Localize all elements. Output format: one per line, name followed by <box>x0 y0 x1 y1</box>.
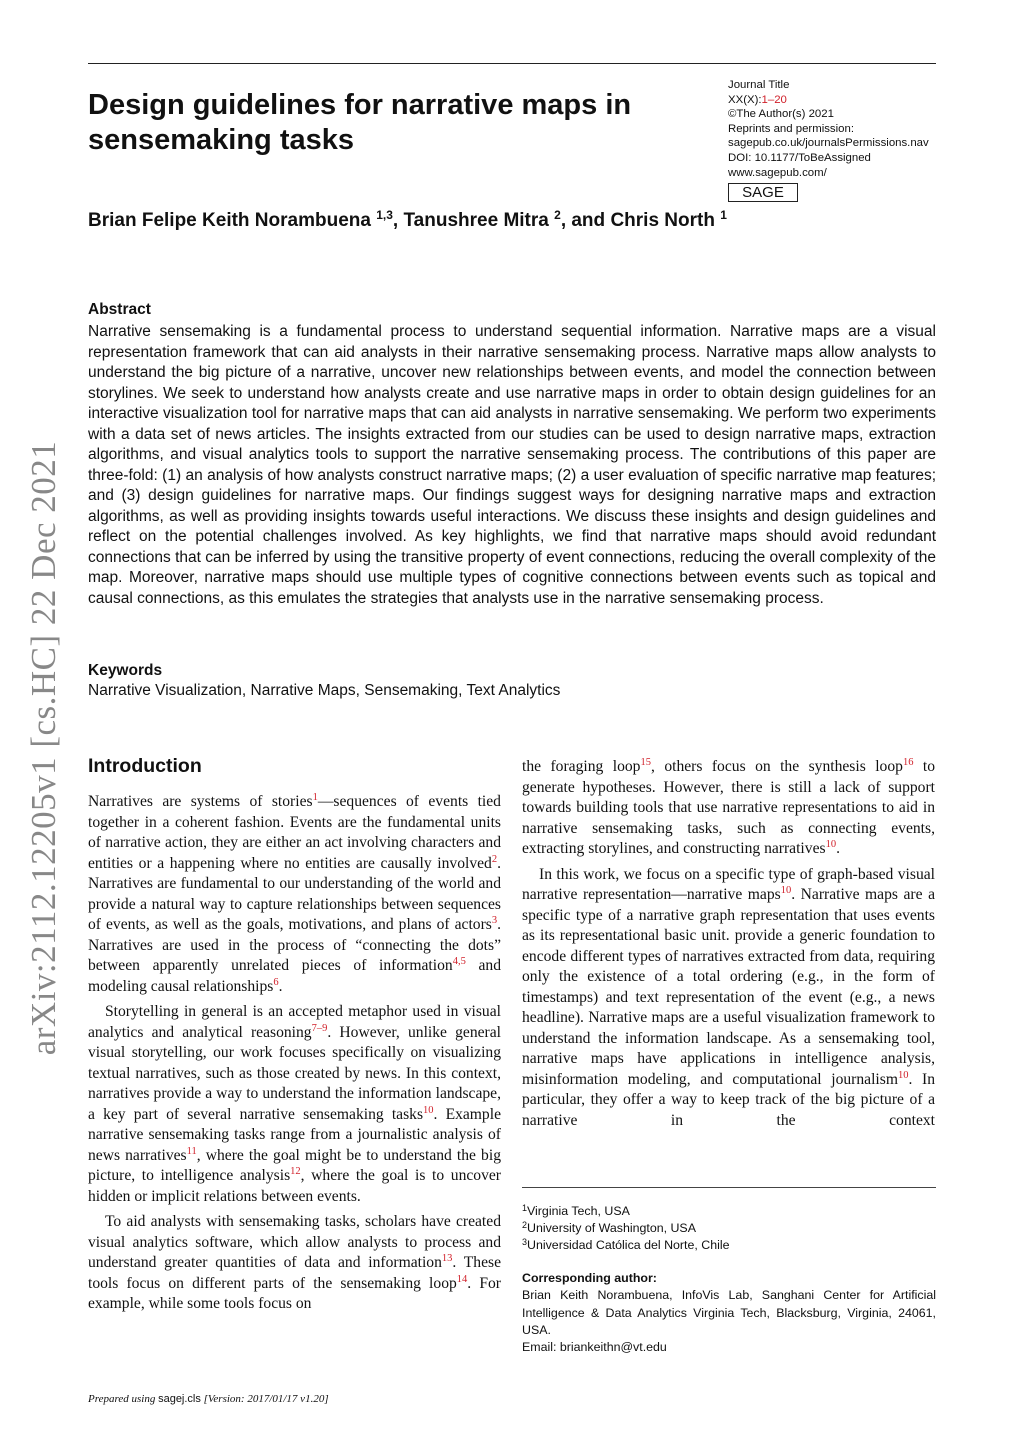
author <box>88 210 403 231</box>
introduction-heading: Introduction <box>88 755 202 777</box>
citation-link[interactable]: 11 <box>186 1145 197 1157</box>
corresponding-author <box>522 1270 936 1356</box>
right-column <box>522 757 935 1131</box>
affiliation <box>522 1203 936 1220</box>
citation-link[interactable]: 4,5 <box>452 956 466 967</box>
text-run: . Narratives are used in the process of “connecting the dots” between apparently unrelated pieces of information <box>88 916 501 974</box>
text-run: Storytelling in general is an accepted metaphor used in visual analytics and analytical reasoning <box>88 1003 501 1041</box>
doi: DOI: 10.1177/ToBeAssigned <box>728 151 871 164</box>
text-run: and modeling causal relationships <box>88 957 501 995</box>
text-run: . For example, while some tools focus on <box>88 1274 501 1312</box>
affiliation <box>522 1237 936 1254</box>
citation-link[interactable]: 10 <box>825 839 837 850</box>
separator: , <box>392 210 404 231</box>
top-rule <box>88 63 936 64</box>
website: www.sagepub.com/ <box>728 166 827 179</box>
affiliation-text: University of Washington, USA <box>527 1221 696 1235</box>
text-run: . <box>836 840 840 857</box>
footer-version: [Version: 2017/01/17 v1.20] <box>200 1393 329 1405</box>
author-name: Brian Felipe Keith Norambuena <box>88 210 377 231</box>
footer <box>88 1393 329 1405</box>
email[interactable]: Email: briankeithn@vt.edu <box>522 1340 667 1355</box>
text-run: , where the goal might be to understand the big picture, to intelligence analysis <box>88 1146 501 1184</box>
affiliation-number: 3 <box>522 1237 528 1247</box>
citation-link[interactable]: 12 <box>290 1166 301 1177</box>
text-run: . These tools focus on different parts of the sensemaking loop <box>88 1254 502 1292</box>
reprints: Reprints and permission: <box>728 122 854 135</box>
citation-link[interactable]: 1 <box>312 792 318 803</box>
abstract-heading: Abstract <box>88 301 151 318</box>
journal-info <box>728 78 929 202</box>
citation-link[interactable]: 3 <box>491 915 498 926</box>
copyright: ©The Author(s) 2021 <box>728 108 834 121</box>
separator: , and <box>560 210 611 231</box>
author-name: Tanushree Mitra <box>403 210 555 231</box>
citation-link[interactable]: 13 <box>441 1253 453 1264</box>
sage-logo: SAGE <box>728 183 798 202</box>
text-run: . In particular, they offer a way to keep track of the big picture of a narrative in the context <box>522 1070 936 1129</box>
text-run: —sequences of events tied together in a coherent fashion. Events are the fundamental units of narrative action, they are either an act involving characters and entities or a happening where no entities are causally involved <box>88 793 501 872</box>
text-run: . Example narrative sensemaking tasks range from a journalistic analysis of news narratives <box>88 1105 501 1164</box>
journal-name: Journal Title <box>728 79 790 91</box>
text-run: . Narrative maps are a specific type of a narrative graph representation that uses events as its representational basic unit. provide a generic foundation to encode different types of narratives extracted from data, requiring only the existence of a total ordering (e.g., in the form of timestamps) and text representation of the event (e.g., a news headline). Narrative maps are a useful visualization framework to understand the information landscape. As a sensemaking tool, narrative maps have applications in intelligence analysis, misinformation modeling, and computational journalism <box>522 886 935 1088</box>
paragraph <box>88 1212 501 1315</box>
paragraph <box>88 1002 501 1207</box>
left-column <box>88 792 501 1315</box>
citation-link[interactable]: 10 <box>780 885 792 896</box>
volume-prefix: XX(X): <box>728 93 762 106</box>
corresponding-text: Brian Keith Norambuena, InfoVis Lab, Sanghani Center for Artificial Intelligence & Data Analytics Virginia Tech, Blacksburg, Virginia, 24061, USA. <box>522 1288 936 1337</box>
citation-link[interactable]: 7–9 <box>311 1022 328 1034</box>
keywords-text: Narrative Visualization, Narrative Maps, Sensemaking, Text Analytics <box>88 682 561 699</box>
text-run: , others focus on the synthesis loop <box>650 758 903 775</box>
text-run: . However, unlike general visual storytelling, our work focuses specifically on visualizing textual narratives, such as those created by news. In this context, narratives provide a way to understand the information landscape, a key part of several narrative sensemaking tasks <box>88 1023 501 1123</box>
paragraph <box>522 757 935 860</box>
footer-prefix: Prepared using <box>88 1393 159 1405</box>
corresponding-heading: Corresponding author: <box>522 1271 657 1285</box>
text-run: In this work, we focus on a specific type of graph-based visual narrative representation—narrative maps <box>522 865 935 903</box>
citation-link[interactable]: 10 <box>423 1104 434 1116</box>
author-list <box>88 210 727 232</box>
text-run: the foraging loop <box>522 758 641 775</box>
paragraph <box>522 865 935 1132</box>
abstract-text: Narrative sensemaking is a fundamental process to understand sequential information. Narrative maps are a visual representation framework that can aid analysts in their narrative sensemaking process. Narrative maps allow analysts to understand the big picture of a narrative, uncover new relationships between events, and model the connection between storylines. We seek to understand how analysts create and use narrative maps in order to obtain design guidelines for an interactive visualization tool for narrative maps that can aid analysts in narrative sensemaking. We perform two experiments with a data set of news articles. The insights extracted from our studies can be used to design narrative maps, extraction algorithms, and visual analytics tools to support the narrative sensemaking process. The contributions of this paper are three-fold: (1) an analysis of how analysts construct narrative maps; (2) a user evaluation of specific narrative map features; and (3) design guidelines for narrative maps. Our findings suggest ways for designing narrative maps and extraction algorithms, as well as providing insights towards useful interactions. We discuss these insights and design guidelines and reflect on the potential challenges involved. As key highlights, we find that narrative maps should avoid redundant connections that can be inferred by using the transitive property of event connections, reducing the overall complexity of the map. Moreover, narrative maps should use multiple types of cognitive connections between events such as topical and causal connections, as this emulates the strategies that analysts use in the narrative sensemaking process. <box>88 323 936 607</box>
page-range-link[interactable]: 1–20 <box>761 93 787 106</box>
author-affiliation: 1 <box>720 208 727 222</box>
citation-link[interactable]: 6 <box>273 976 279 988</box>
text-run: to generate hypotheses. However, there is still a lack of support towards building tools that use narrative representations to aid in narrative sensemaking tasks, such as connecting events, extracting storylines, and constructing narratives <box>522 758 936 857</box>
keywords-heading: Keywords <box>88 662 163 679</box>
author-affiliation: 2 <box>554 208 561 222</box>
citation-link[interactable]: 10 <box>897 1069 909 1081</box>
text-run: , where the goal is to uncover hidden or implicit relations between events. <box>88 1167 501 1205</box>
text-run: Narratives are systems of stories <box>88 793 313 810</box>
affiliation <box>522 1220 936 1237</box>
affiliations <box>522 1203 936 1254</box>
arxiv-stamp: arXiv:2112.12205v1 [cs.HC] 22 Dec 2021 <box>24 440 63 1056</box>
text-run: . Narratives are fundamental to our understanding of the world and provide a natural way to capture relationships between sequences of events, as well as the goals, motivations, and plans of actors <box>88 854 501 933</box>
author <box>403 210 610 231</box>
paragraph <box>88 792 501 997</box>
text-run: To aid analysts with sensemaking tasks, scholars have created visual analytics software, which allow analysts to process and understand greater quantities of data and information <box>88 1213 501 1271</box>
journal-volume <box>728 93 929 108</box>
footer-cls: sagej.cls <box>158 1393 201 1405</box>
author-name: Chris North <box>610 210 721 231</box>
citation-link[interactable]: 14 <box>456 1273 468 1285</box>
affiliation-number: 1 <box>522 1203 528 1213</box>
author-affiliation: 1,3 <box>376 208 393 222</box>
affiliation-text: Virginia Tech, USA <box>527 1204 630 1218</box>
citation-link[interactable]: 2 <box>491 853 498 865</box>
affiliation-number: 2 <box>522 1220 528 1230</box>
citation-link[interactable]: 16 <box>902 757 914 768</box>
affiliation-text: Universidad Católica del Norte, Chile <box>527 1238 730 1252</box>
paper-title: Design guidelines for narrative maps in sensemaking tasks <box>88 89 632 156</box>
permissions-url: sagepub.co.uk/journalsPermissions.nav <box>728 137 929 150</box>
text-run: . <box>278 977 283 995</box>
citation-link[interactable]: 15 <box>640 757 651 768</box>
author <box>610 210 726 231</box>
footnote-rule <box>522 1187 936 1188</box>
